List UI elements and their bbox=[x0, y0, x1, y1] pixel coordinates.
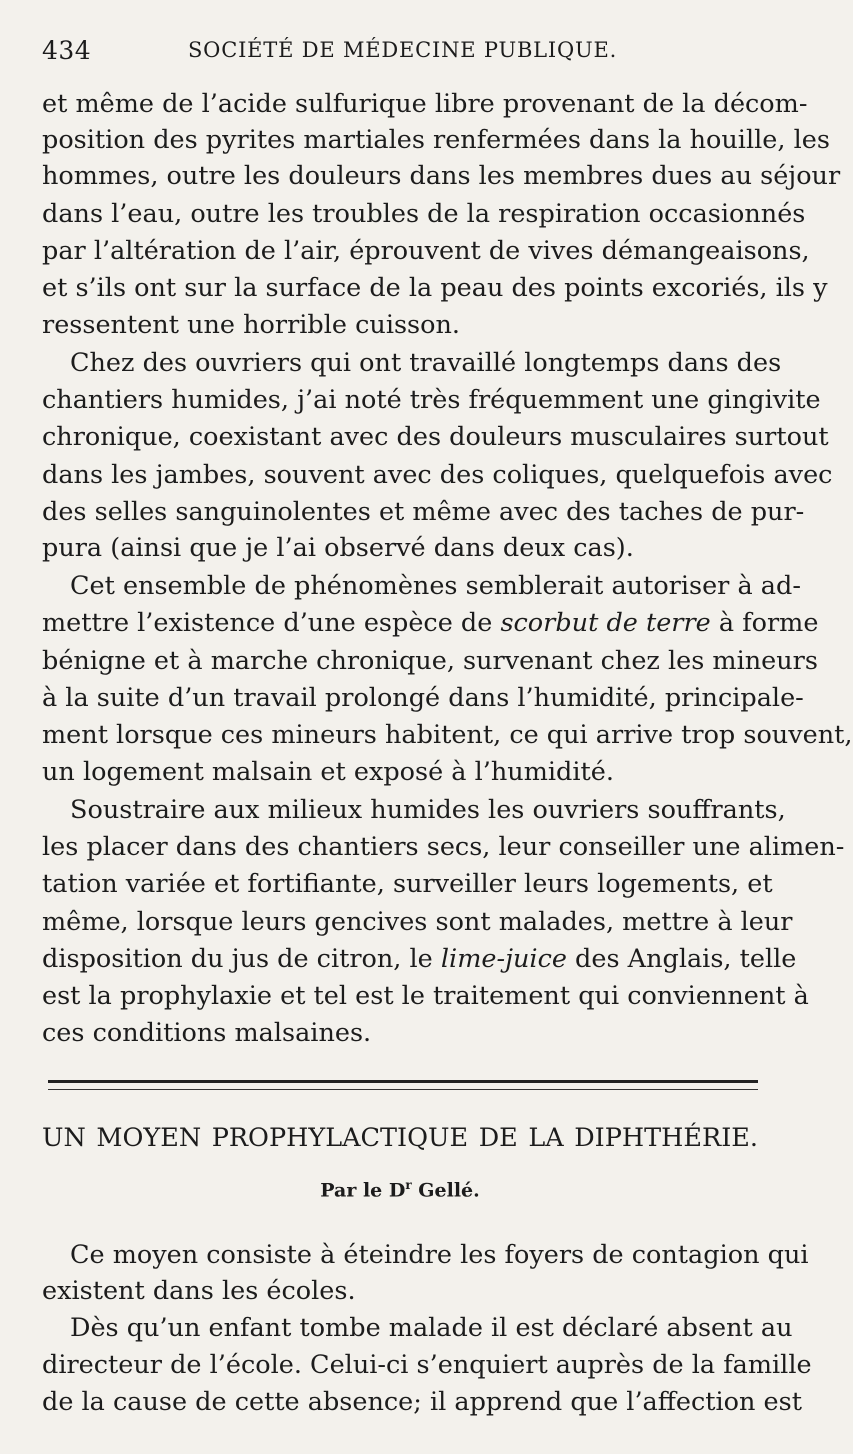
italic-term: lime-juice bbox=[440, 944, 567, 974]
text-segment: à forme bbox=[710, 608, 819, 638]
text-segment: disposition du jus de citron, le bbox=[42, 944, 433, 974]
italic-term: scorbut de terre bbox=[500, 608, 711, 638]
text-line: bénigne et à marche chronique, survenant chez les mineurs bbox=[42, 646, 818, 676]
text-line: Ce moyen consiste à éteindre les foyers de contagion qui bbox=[70, 1240, 809, 1270]
text-line: dans les jambes, souvent avec des coliques, quelquefois avec bbox=[42, 460, 833, 490]
author-prefix: Par le D bbox=[320, 1179, 406, 1202]
text-segment: mettre l’existence d’une espèce de bbox=[42, 608, 493, 638]
author-name: Gellé. bbox=[411, 1179, 480, 1202]
text-line: chronique, coexistant avec des douleurs musculaires surtout bbox=[42, 422, 829, 452]
text-line: de la cause de cette absence; il apprend que l’affection est bbox=[42, 1387, 802, 1417]
text-line: ces conditions malsaines. bbox=[42, 1018, 372, 1048]
text-line: même, lorsque leurs gencives sont malades, mettre à leur bbox=[42, 907, 793, 937]
text-line: position des pyrites martiales renfermées dans la houille, les bbox=[42, 125, 830, 155]
text-line: par l’altération de l’air, éprouvent de vives démangeaisons, bbox=[42, 236, 810, 266]
text-line: un logement malsain et exposé à l’humidité. bbox=[42, 757, 614, 787]
text-line: des selles sanguinolentes et même avec des taches de pur- bbox=[42, 497, 805, 527]
text-line: tation variée et fortifiante, surveiller leurs logements, et bbox=[42, 869, 773, 899]
text-line: les placer dans des chantiers secs, leur conseiller une alimen- bbox=[42, 832, 845, 862]
text-segment: des Anglais, telle bbox=[566, 944, 797, 974]
section-rule-thick bbox=[48, 1080, 758, 1083]
text-line: Chez des ouvriers qui ont travaillé longtemps dans des bbox=[70, 348, 782, 378]
text-line: Soustraire aux milieux humides les ouvriers souffrants, bbox=[70, 795, 786, 825]
text-line: dans l’eau, outre les troubles de la respiration occasionnés bbox=[42, 199, 806, 229]
author-line bbox=[0, 1178, 800, 1201]
page-number: 434 bbox=[42, 36, 92, 65]
text-line: existent dans les écoles. bbox=[42, 1276, 356, 1306]
text-line: hommes, outre les douleurs dans les membres dues au séjour bbox=[42, 161, 841, 191]
text-line: Cet ensemble de phénomènes semblerait autoriser à ad- bbox=[70, 571, 801, 601]
author-superscript: r bbox=[405, 1178, 412, 1192]
text-line bbox=[42, 941, 797, 977]
section-rule-thin bbox=[48, 1089, 758, 1090]
text-line: est la prophylaxie et tel est le traitement qui conviennent à bbox=[42, 981, 809, 1011]
text-line: ment lorsque ces mineurs habitent, ce qui arrive trop souvent, bbox=[42, 720, 853, 750]
running-title: SOCIÉTÉ DE MÉDECINE PUBLIQUE. bbox=[188, 38, 618, 62]
text-line: pura (ainsi que je l’ai observé dans deux cas). bbox=[42, 533, 634, 563]
text-line: à la suite d’un travail prolongé dans l’humidité, principale- bbox=[42, 683, 804, 713]
text-line: directeur de l’école. Celui-ci s’enquiert auprès de la famille bbox=[42, 1350, 812, 1380]
text-line: et même de l’acide sulfurique libre provenant de la décom- bbox=[42, 89, 808, 119]
section-title: UN MOYEN PROPHYLACTIQUE DE LA DIPHTHÉRIE. bbox=[42, 1123, 758, 1153]
text-line: Dès qu’un enfant tombe malade il est déclaré absent au bbox=[70, 1313, 793, 1343]
text-line: et s’ils ont sur la surface de la peau des points excoriés, ils y bbox=[42, 273, 828, 303]
text-line: ressentent une horrible cuisson. bbox=[42, 310, 461, 340]
text-line: chantiers humides, j’ai noté très fréquemment une gingivite bbox=[42, 385, 821, 415]
text-line bbox=[42, 605, 819, 641]
